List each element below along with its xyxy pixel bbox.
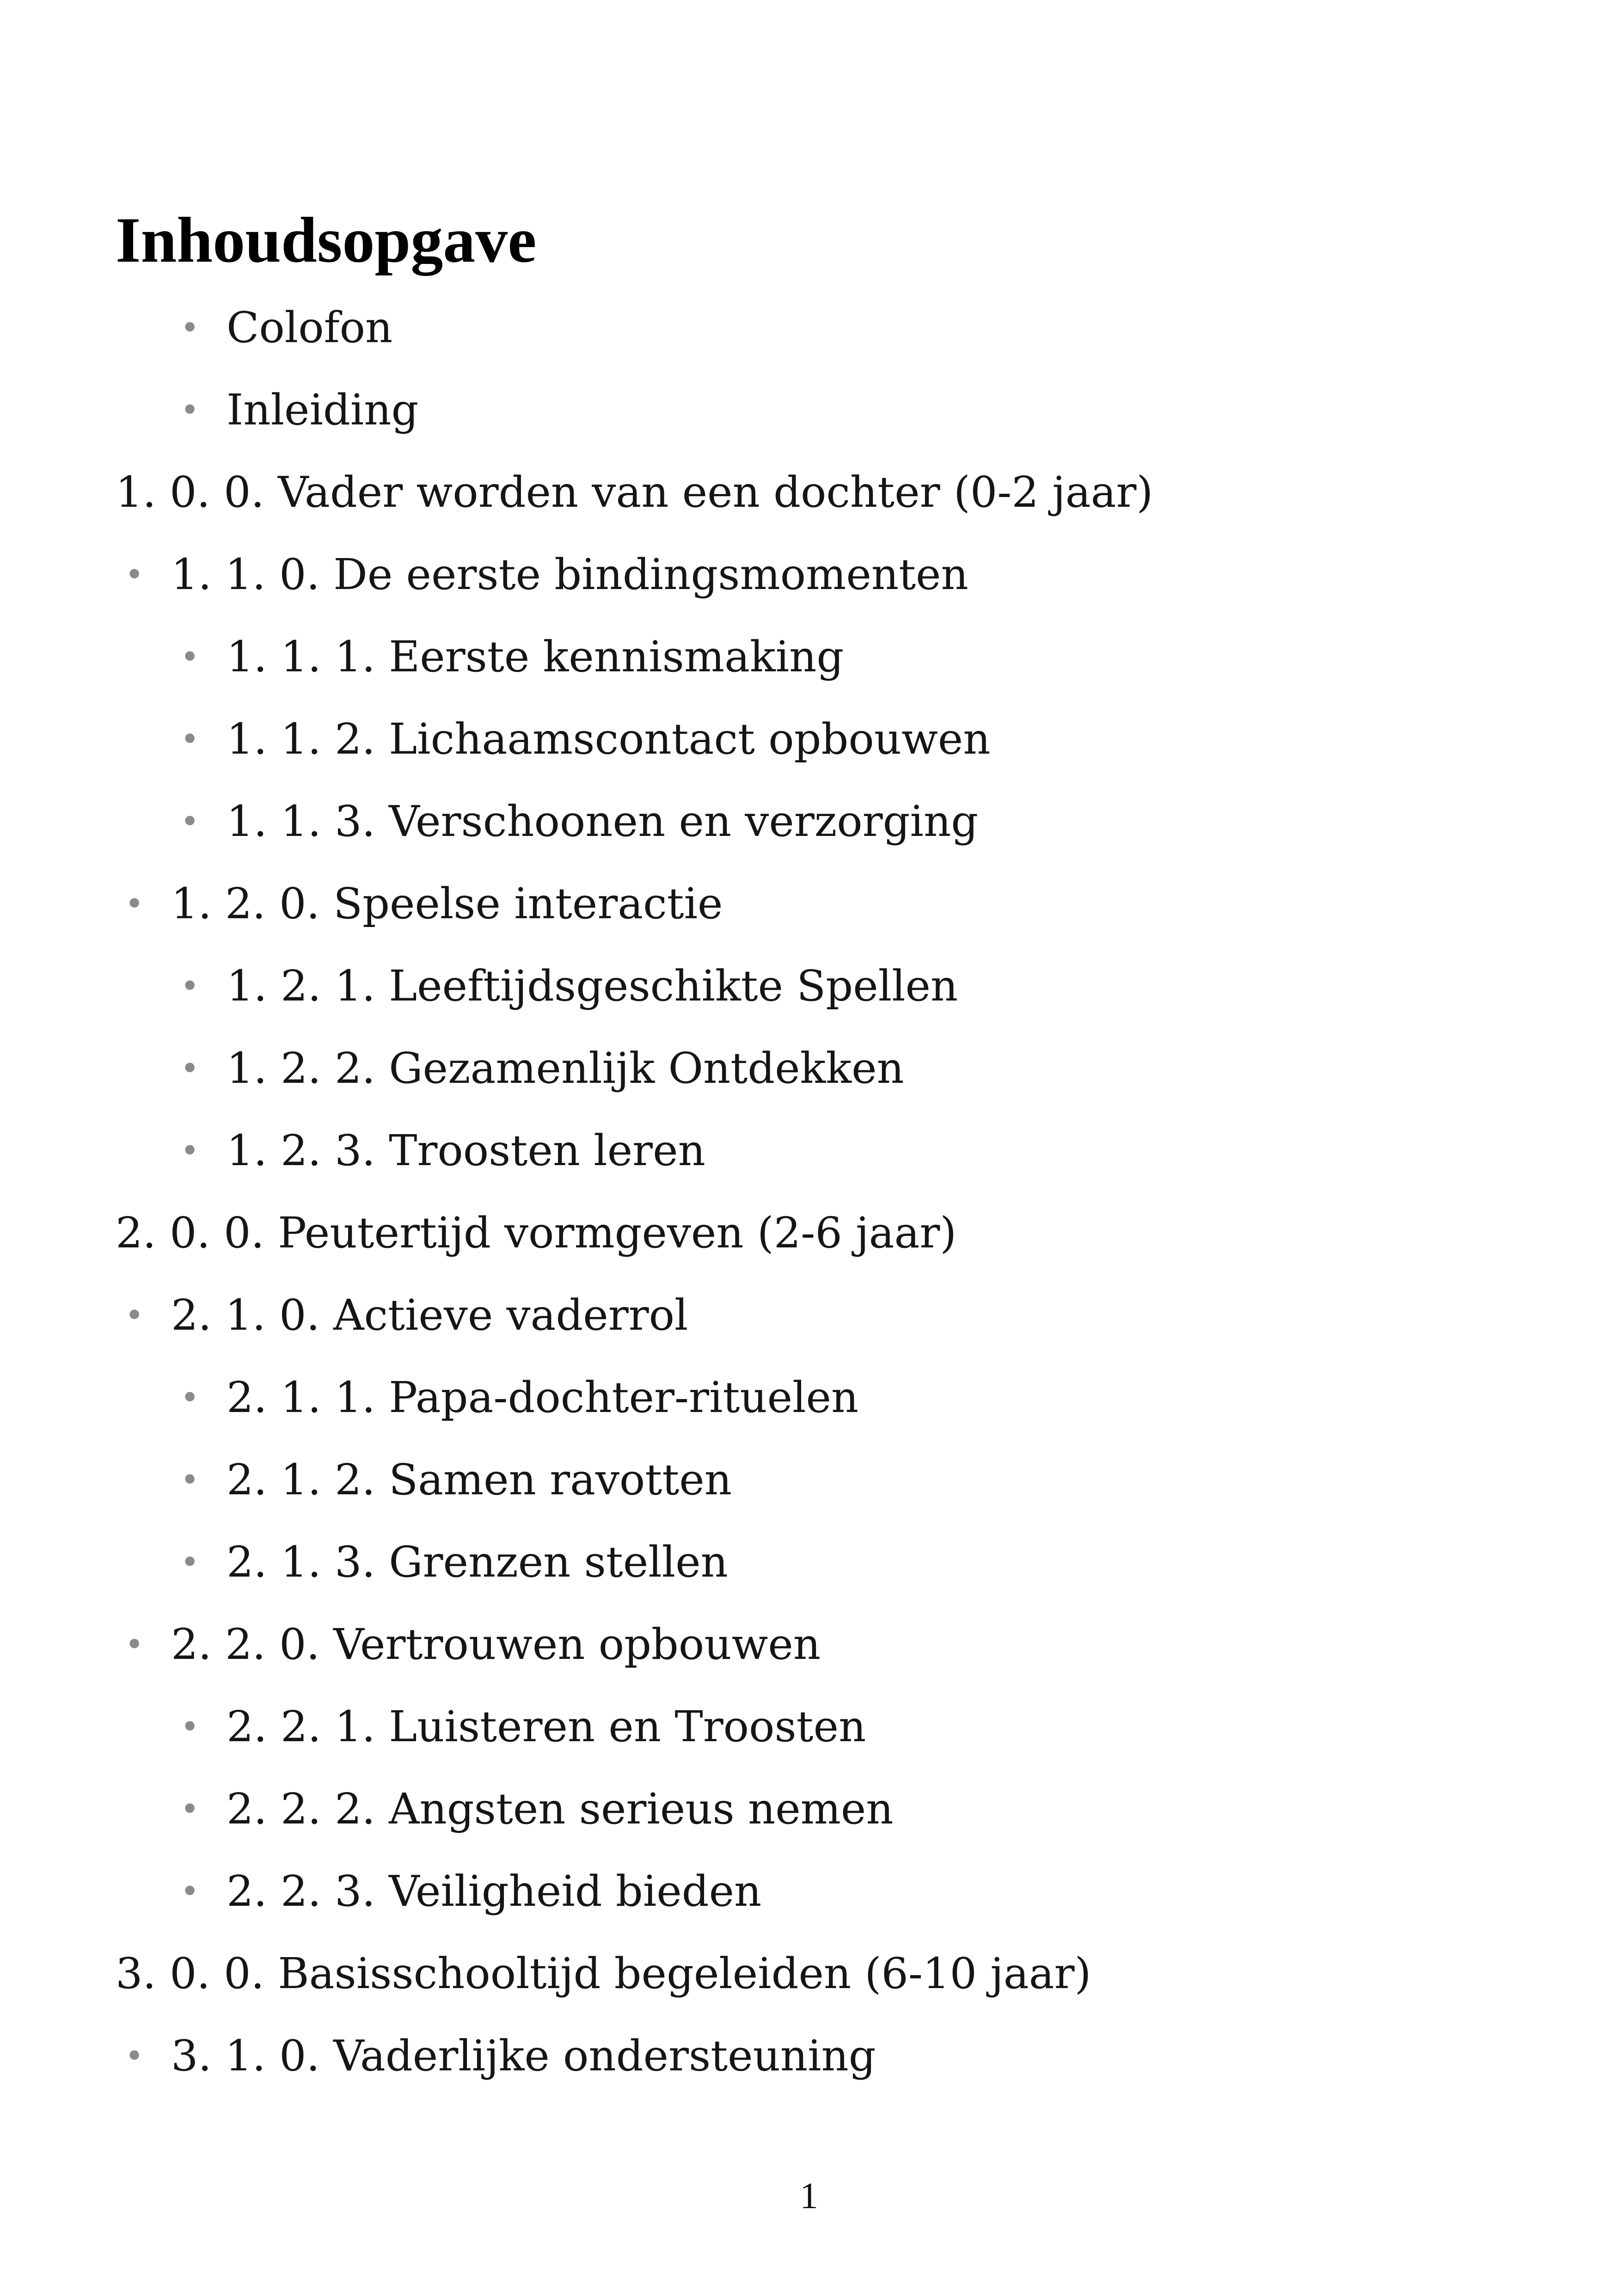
bullet-icon: • — [125, 1626, 144, 1664]
toc-item-label[interactable]: 1. 2. 1. Leeftijdsgeschikte Spellen — [227, 961, 958, 1011]
toc-item-label[interactable]: 2. 2. 1. Luisteren en Troosten — [227, 1702, 866, 1751]
bullet-icon: • — [180, 1379, 200, 1417]
page-number: 1 — [800, 2176, 818, 2216]
toc-item-label[interactable]: 2. 1. 1. Papa-dochter-rituelen — [227, 1373, 859, 1422]
toc-item-label[interactable]: 1. 1. 1. Eerste kennismaking — [227, 632, 844, 681]
bullet-icon: • — [125, 1296, 144, 1334]
toc-item-label[interactable]: 1. 2. 2. Gezamenlijk Ontdekken — [227, 1044, 904, 1093]
toc-item-label[interactable]: 1. 1. 0. De eerste bindingsmomenten — [171, 550, 968, 599]
bullet-icon: • — [180, 967, 200, 1005]
toc-item-label[interactable]: 3. 1. 0. Vaderlijke ondersteuning — [171, 2031, 876, 2081]
bullet-icon: • — [180, 720, 200, 758]
toc-item-label[interactable]: Colofon — [227, 303, 393, 352]
toc-item-label[interactable]: 2. 2. 0. Vertrouwen opbouwen — [171, 1620, 821, 1669]
page-title: Inhoudsopgave — [116, 204, 537, 276]
bullet-icon: • — [180, 1461, 200, 1499]
bullet-icon: • — [180, 638, 200, 676]
bullet-icon: • — [125, 556, 144, 594]
toc-item-label[interactable]: 2. 2. 2. Angsten serieus nemen — [227, 1784, 894, 1834]
toc-item-label[interactable]: 2. 0. 0. Peutertijd vormgeven (2-6 jaar) — [116, 1208, 957, 1258]
bullet-icon: • — [180, 803, 200, 841]
toc-item-label[interactable]: 1. 0. 0. Vader worden van een dochter (0-2 jaar) — [116, 467, 1153, 517]
bullet-icon: • — [180, 1708, 200, 1746]
bullet-icon: • — [180, 309, 200, 347]
toc-item-label[interactable]: 2. 1. 3. Grenzen stellen — [227, 1537, 728, 1587]
bullet-icon: • — [180, 1050, 200, 1087]
toc-item-label[interactable]: Inleiding — [227, 385, 419, 435]
bullet-icon: • — [180, 1872, 200, 1910]
bullet-icon: • — [125, 2037, 144, 2075]
bullet-icon: • — [125, 885, 144, 923]
toc-item-label[interactable]: 2. 1. 0. Actieve vaderrol — [171, 1290, 688, 1340]
toc-item-label[interactable]: 3. 0. 0. Basisschooltijd begeleiden (6-10 jaar) — [116, 1949, 1091, 1998]
bullet-icon: • — [180, 391, 200, 429]
toc-item-label[interactable]: 1. 1. 3. Verschoonen en verzorging — [227, 797, 979, 846]
toc-item-label[interactable]: 1. 2. 0. Speelse interactie — [171, 879, 723, 928]
bullet-icon: • — [180, 1132, 200, 1170]
toc-item-label[interactable]: 2. 1. 2. Samen ravotten — [227, 1455, 732, 1504]
bullet-icon: • — [180, 1790, 200, 1828]
toc-item-label[interactable]: 2. 2. 3. Veiligheid bieden — [227, 1866, 762, 1916]
toc-item-label[interactable]: 1. 2. 3. Troosten leren — [227, 1126, 705, 1175]
bullet-icon: • — [180, 1543, 200, 1581]
toc-item-label[interactable]: 1. 1. 2. Lichaamscontact opbouwen — [227, 714, 991, 764]
